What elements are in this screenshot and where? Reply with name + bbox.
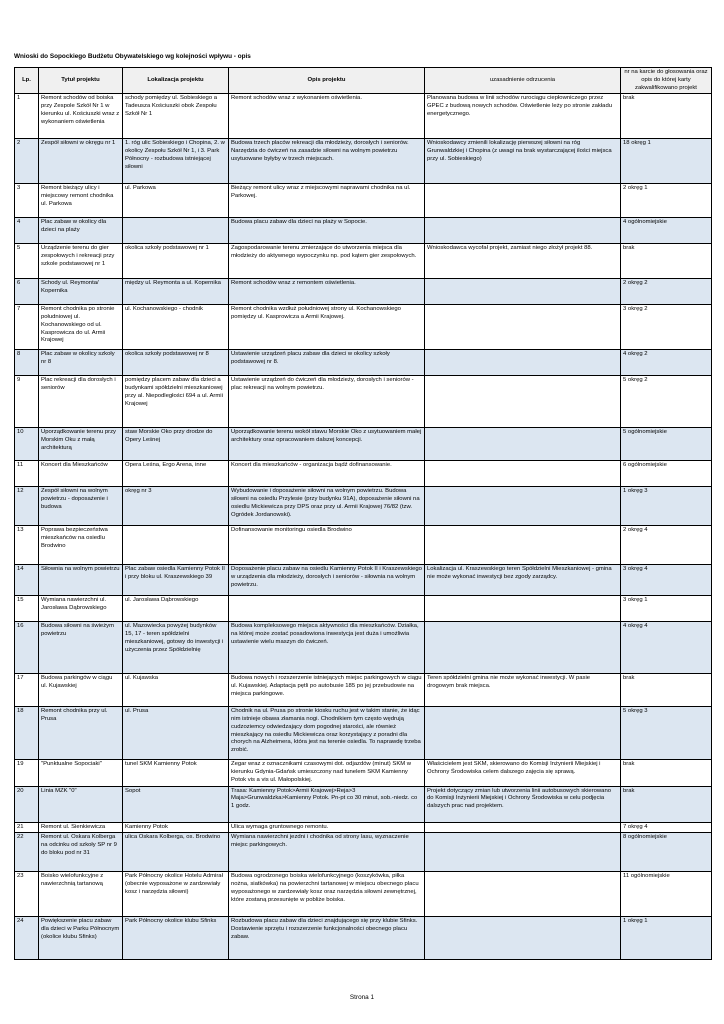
table-row: [15, 94, 712, 139]
header-location: Lokalizacja projektu: [123, 68, 229, 94]
cell-ballot-number: 4 ogólnomiejskie: [621, 218, 712, 244]
header-title: Tytuł projektu: [39, 68, 123, 94]
cell-title: Linia MZK "0": [39, 786, 123, 822]
cell-location: Opera Leśna, Ergo Arena, inne: [123, 461, 229, 487]
cell-ballot-number: 2 okręg 4: [621, 526, 712, 565]
header-rejection-reason: uzasadnienie odrzucenia: [425, 68, 621, 94]
cell-ballot-number: 1 okręg 1: [621, 917, 712, 960]
cell-lp: 5: [15, 244, 39, 279]
cell-description: Budowa trzech placów rekreacji dla młodzieży, dorosłych i seniorów. Narzędzia do ćwiczeń na zasadzie siłowni na wolnym powietrzu usytuowane byłyby w trzech miejscach.: [229, 139, 425, 184]
cell-lp: 9: [15, 376, 39, 428]
cell-title: Plac rekreacji dla dorosłych i seniorów: [39, 376, 123, 428]
cell-title: Remont chodnika przy ul. Prusa: [39, 707, 123, 760]
cell-title: Schody ul. Reymonta/ Kopernika: [39, 279, 123, 305]
table-row: [15, 218, 712, 244]
cell-location: okolica szkoły podstawowej nr 8: [123, 350, 229, 376]
cell-ballot-number: 2 okręg 2: [621, 279, 712, 305]
cell-rejection-reason: [425, 596, 621, 622]
header-ballot-number: nr na karcie do głosowania oraz opis do której karty zakwalifikowano projekt: [621, 68, 712, 94]
cell-title: Remont bieżący ulicy i miejscowy remont chodnika ul. Parkowa: [39, 184, 123, 218]
table-row: [15, 674, 712, 707]
cell-location: ul. Parkowa: [123, 184, 229, 218]
cell-location: okolica szkoły podstawowej nr 1: [123, 244, 229, 279]
cell-lp: 21: [15, 822, 39, 833]
cell-lp: 13: [15, 526, 39, 565]
cell-rejection-reason: [425, 833, 621, 872]
cell-ballot-number: 5 okręg 2: [621, 376, 712, 428]
cell-location: staw Morskie Oko przy drodze do Opery Leśnej: [123, 428, 229, 461]
cell-description: Koncert dla mieszkańców - organizacja bądź dofinansowanie.: [229, 461, 425, 487]
cell-ballot-number: 3 okręg 4: [621, 565, 712, 596]
cell-title: Zespół siłowni na wolnym powietrzu - doposażenie i budowa: [39, 487, 123, 526]
cell-location: Plac zabaw osiedla Kamienny Potok II i przy bloku ul. Kraszewskiego 39: [123, 565, 229, 596]
cell-rejection-reason: Teren spółdzielni gmina nie może wykonać inwestycji. W pasie drogowym brak miejsca.: [425, 674, 621, 707]
cell-title: Urządzenie terenu do gier zespołowych i rekreacji przy szkole podstawowej nr 1: [39, 244, 123, 279]
cell-title: "Punktualne Sopociaki": [39, 760, 123, 786]
cell-ballot-number: 4 okręg 2: [621, 350, 712, 376]
cell-lp: 1: [15, 94, 39, 139]
cell-rejection-reason: [425, 428, 621, 461]
cell-ballot-number: 5 ogólnomiejskie: [621, 428, 712, 461]
cell-location: [123, 218, 229, 244]
cell-lp: 22: [15, 833, 39, 872]
cell-location: Kamienny Potok: [123, 822, 229, 833]
cell-ballot-number: 3 okręg 2: [621, 305, 712, 350]
cell-ballot-number: 8 ogólnomiejskie: [621, 833, 712, 872]
document-title: Wnioski do Sopockiego Budżetu Obywatelskiego wg kolejności wpływu - opis: [14, 53, 251, 60]
cell-description: Uporządkowanie terenu wokół stawu Morskie Oko z usytuowaniem małej architektury oraz opracowaniem dalszej koncepcji.: [229, 428, 425, 461]
cell-title: Powiększenie placu zabaw dla dzieci w Parku Północnym (okolice klubu Sfinks): [39, 917, 123, 960]
cell-location: Park Północny okolice klubu Sfinks: [123, 917, 229, 960]
cell-rejection-reason: [425, 461, 621, 487]
table-row: [15, 872, 712, 917]
cell-lp: 23: [15, 872, 39, 917]
cell-description: Bieżący remont ulicy wraz z miejscowymi naprawami chodnika na ul. Parkowej.: [229, 184, 425, 218]
table-row: [15, 461, 712, 487]
cell-description: Budowa ogrodzonego boiska wielofunkcyjnego (koszykówka, piłka nożna, siatkówka) na powierzchni tartanowej w miejscu obecnego placu wyposażonego w zardzewiały kosz oraz narzędzia siłowni zewnętrznej, które zostaną przesunięte w pobliże boiska.: [229, 872, 425, 917]
cell-ballot-number: 4 okręg 4: [621, 622, 712, 674]
cell-lp: 24: [15, 917, 39, 960]
cell-rejection-reason: Projekt dotyczący zmian lub utworzenia linii autobusowych skierowano do Komisji Inżynierii Miejskiej i Ochrony Środowiska w celu podjęcia dalszych prac nad projektem.: [425, 786, 621, 822]
cell-location: ul. Jarosława Dąbrowskiego: [123, 596, 229, 622]
cell-ballot-number: 2 okręg 1: [621, 184, 712, 218]
table-row: [15, 244, 712, 279]
cell-description: Remont schodów wraz z remontem oświetlenia.: [229, 279, 425, 305]
cell-rejection-reason: [425, 707, 621, 760]
cell-rejection-reason: [425, 305, 621, 350]
cell-rejection-reason: [425, 822, 621, 833]
cell-ballot-number: brak: [621, 786, 712, 822]
cell-description: [229, 596, 425, 622]
cell-location: schody pomiędzy ul. Sobieskiego a Tadeusza Kościuszki obok Zespołu Szkół Nr 1: [123, 94, 229, 139]
cell-description: Remont chodnika wzdłuż południowej strony ul. Kochanowskiego pomiędzy ul. Kasprowicza a Armii Krajowej.: [229, 305, 425, 350]
cell-lp: 16: [15, 622, 39, 674]
cell-ballot-number: brak: [621, 674, 712, 707]
cell-location: Park Północny okolice Hotelu Admirał (obecnie wyposażone w zardzewiały kosz i narzędzia siłowni): [123, 872, 229, 917]
table-row: [15, 279, 712, 305]
cell-location: ul. Mazowiecka powyżej budynków 15, 17 - teren spółdzielni mieszkaniowej, gotowy do inwestycji i użyczenia przez Spółdzielnię: [123, 622, 229, 674]
table-row: [15, 305, 712, 350]
cell-lp: 14: [15, 565, 39, 596]
cell-rejection-reason: [425, 526, 621, 565]
cell-description: Zegar wraz z oznacznikami czasowymi dot. odjazdów (minut) SKM w kierunku Gdynia-Gdańsk umieszczony nad tunelem SKM Kamienny Potok vis a vis ul. Małopolskiej.: [229, 760, 425, 786]
table-header-row: [15, 68, 712, 94]
cell-description: Zagospodarowanie terenu zmierzające do utworzenia miejsca dla młodzieży do aktywnego wypoczynku np. pod kątem gier zespołowych.: [229, 244, 425, 279]
table-row: [15, 526, 712, 565]
cell-description: Ustawienie urządzeń placu zabaw dla dzieci w okolicy szkoły podstawowej nr 8.: [229, 350, 425, 376]
table-row: [15, 350, 712, 376]
cell-lp: 12: [15, 487, 39, 526]
cell-ballot-number: 6 ogólnomiejskie: [621, 461, 712, 487]
table-body: [15, 94, 712, 960]
cell-title: Siłownia na wolnym powietrzu: [39, 565, 123, 596]
cell-title: Budowa siłowni na świeżym powietrzu: [39, 622, 123, 674]
cell-title: Uporządkowanie terenu przy Morskim Oku z małą architekturą: [39, 428, 123, 461]
cell-location: między ul. Reymonta a ul. Kopernika: [123, 279, 229, 305]
table-row: [15, 707, 712, 760]
cell-description: Rozbudowa placu zabaw dla dzieci znajdującego się przy klubie Sfinks. Dostawienie sprzętu i rozszerzenie funkcjonalności obecnego placu zabaw.: [229, 917, 425, 960]
cell-description: Doposażenie placu zabaw na osiedlu Kamienny Potok II i Kraszewskiego w urządzenia dla młodzieży, dorosłych i seniorów - siłownia na wolnym powietrzu.: [229, 565, 425, 596]
cell-description: Wymiana nawierzchni jezdni i chodnika od strony lasu, wyznaczenie miejsc parkingowych.: [229, 833, 425, 872]
table-row: [15, 487, 712, 526]
table-row: [15, 428, 712, 461]
cell-rejection-reason: [425, 350, 621, 376]
cell-ballot-number: brak: [621, 244, 712, 279]
cell-location: tunel SKM Kamienny Potok: [123, 760, 229, 786]
cell-location: ulica Oskara Kolberga, os. Brodwino: [123, 833, 229, 872]
cell-location: Sopot: [123, 786, 229, 822]
cell-location: ul. Kochanowskiego - chodnik: [123, 305, 229, 350]
table-row: [15, 184, 712, 218]
cell-lp: 19: [15, 760, 39, 786]
cell-ballot-number: 18 okręg 1: [621, 139, 712, 184]
cell-title: Boisko wielofunkcyjne z nawierzchnią tartanową: [39, 872, 123, 917]
cell-ballot-number: 7 okręg 4: [621, 822, 712, 833]
table-row: [15, 760, 712, 786]
cell-location: pomiędzy placem zabaw dla dzieci a budynkami spółdzielni mieszkaniowej przy al. Niepodległości 694 a ul. Armii Krajowej: [123, 376, 229, 428]
cell-rejection-reason: [425, 872, 621, 917]
cell-lp: 20: [15, 786, 39, 822]
cell-lp: 11: [15, 461, 39, 487]
cell-lp: 3: [15, 184, 39, 218]
cell-lp: 18: [15, 707, 39, 760]
cell-title: Plac zabaw w okolicy szkoły nr 8: [39, 350, 123, 376]
cell-rejection-reason: [425, 917, 621, 960]
cell-title: Wymiana nawierzchni ul. Jarosława Dąbrowskiego: [39, 596, 123, 622]
cell-description: Ustawienie urządzeń do ćwiczeń dla młodzieży, dorosłych i seniorów - plac rekreacji na wolnym powietrzu.: [229, 376, 425, 428]
cell-description: Dofinansowanie monitoringu osiedla Brodwino: [229, 526, 425, 565]
cell-title: Remont ul. Sienkiewicza: [39, 822, 123, 833]
cell-location: ul. Kujawska: [123, 674, 229, 707]
cell-lp: 2: [15, 139, 39, 184]
table-row: [15, 917, 712, 960]
cell-title: Zespół siłowni w okręgu nr 1: [39, 139, 123, 184]
cell-title: Remont ul. Oskara Kolberga na odcinku od szkoły SP nr 9 do bloku pod nr 31: [39, 833, 123, 872]
cell-rejection-reason: [425, 218, 621, 244]
cell-ballot-number: brak: [621, 94, 712, 139]
table-row: [15, 622, 712, 674]
cell-ballot-number: 11 ogólnomiejskie: [621, 872, 712, 917]
table-row: [15, 822, 712, 833]
page-footer: Strona 1: [349, 994, 375, 1001]
table-row: [15, 786, 712, 822]
cell-location: okręg nr 3: [123, 487, 229, 526]
cell-lp: 10: [15, 428, 39, 461]
cell-rejection-reason: [425, 376, 621, 428]
cell-location: 1. róg ulic Sobieskiego i Chopina, 2. w okolicy Zespołu Szkół Nr 1, i 3. Park Północny - rozbudowa istniejącej siłowni: [123, 139, 229, 184]
cell-description: Ulica wymaga gruntownego remontu.: [229, 822, 425, 833]
cell-title: Remont chodnika po stronie południowej ul. Kochanowskiego od ul. Kasprowicza do ul. Armii Krajowej: [39, 305, 123, 350]
cell-lp: 17: [15, 674, 39, 707]
cell-location: ul. Prusa: [123, 707, 229, 760]
cell-title: Remont schodów od boiska przy Zespole Szkół Nr 1 w kierunku ul. Kościuszki wraz z wykonaniem oświetlenia: [39, 94, 123, 139]
cell-title: Poprawa bezpieczeństwa mieszkańców na osiedlu Brodwino: [39, 526, 123, 565]
cell-rejection-reason: [425, 184, 621, 218]
cell-description: Trasa: Kamienny Potok>Armii Krajowej>Reja>3 Maja>Grunwaldzka>Kamienny Potok. Pn-pt co 30 minut, sob.-niedz. co 1 godz.: [229, 786, 425, 822]
cell-rejection-reason: Planowana budowa w linii schodów rurociągu ciepłowniczego przez GPEC z budową nowych schodów. Oświetlenie leży po stronie zakładu energetycznego.: [425, 94, 621, 139]
cell-description: Remont schodów wraz z wykonaniem oświetlenia.: [229, 94, 425, 139]
cell-rejection-reason: Wnioskodawca wycofał projekt, zamiast niego złożył projekt 88.: [425, 244, 621, 279]
table-row: [15, 833, 712, 872]
cell-rejection-reason: [425, 279, 621, 305]
proposals-table: [14, 67, 712, 960]
cell-lp: 7: [15, 305, 39, 350]
cell-rejection-reason: Lokalizacja ul. Kraszewskiego teren Spółdzielni Mieszkaniowej - gmina nie może wykonać inwestycji bez zgody zarządcy.: [425, 565, 621, 596]
cell-lp: 8: [15, 350, 39, 376]
cell-title: Koncert dla Mieszkańców: [39, 461, 123, 487]
cell-description: Wybudowanie i doposażenie siłowni na wolnym powietrzu. Budowa siłowni na osiedlu Przylesie (przy budynku 91A), doposażenie siłowni na osiedlu Mickiewicza przy DPS oraz przy ul. Armii Krajowej 76/82 (tzw. Ogródek Jordanowski).: [229, 487, 425, 526]
cell-description: Budowa placu zabaw dla dzieci na plaży w Sopocie.: [229, 218, 425, 244]
table-row: [15, 565, 712, 596]
table-row: [15, 139, 712, 184]
cell-rejection-reason: Właścicielem jest SKM, skierowano do Komisji Inżynierii Miejskiej i Ochrony Środowiska celem dalszego zajęcia się sprawą.: [425, 760, 621, 786]
cell-title: Plac zabaw w okolicy dla dzieci na plaży: [39, 218, 123, 244]
header-description: Opis projektu: [229, 68, 425, 94]
cell-ballot-number: 3 okręg 1: [621, 596, 712, 622]
cell-rejection-reason: [425, 487, 621, 526]
cell-ballot-number: brak: [621, 760, 712, 786]
cell-location: [123, 526, 229, 565]
cell-rejection-reason: Wnioskodawcy zmienili lokalizację pierwszej siłowni na róg Grunwaldzkiej i Chopina (z uwagi na brak wystarczającej ilości miejsca przy ul. Sobieskiego): [425, 139, 621, 184]
cell-lp: 6: [15, 279, 39, 305]
cell-description: Chodnik na ul. Prusa po stronie kiosku ruchu jest w takim stanie, że idąc nim istnieje obawa złamania nogi. Chodnikiem tym często wędrują cudzoziemcy odwiedzający dom pogodnej starości, ale również mieszkający na osiedlu Mickiewicza oraz korzystający z poradni dla chorych na Alzheimera, która jest na terenie osiedla. To naprawdę trzeba zrobić.: [229, 707, 425, 760]
table-row: [15, 596, 712, 622]
cell-rejection-reason: [425, 622, 621, 674]
header-lp: Lp.: [15, 68, 39, 94]
cell-description: Budowa kompleksowego miejsca aktywności dla mieszkańców. Działka, na której może zostać posadowiona inwestycja jest duża i umożliwia ustawienie wielu maszyn do ćwiczeń.: [229, 622, 425, 674]
cell-lp: 4: [15, 218, 39, 244]
table-row: [15, 376, 712, 428]
cell-lp: 15: [15, 596, 39, 622]
cell-ballot-number: 1 okręg 3: [621, 487, 712, 526]
cell-title: Budowa parkingów w ciągu ul. Kujawskiej: [39, 674, 123, 707]
cell-ballot-number: 5 okręg 3: [621, 707, 712, 760]
cell-description: Budowa nowych i rozszerzenie istniejących miejsc parkingowych w ciągu ul. Kujawskiej. Adaptacja pętli po autobusie 185 po jej przebudowie na miejsca parkingowe.: [229, 674, 425, 707]
